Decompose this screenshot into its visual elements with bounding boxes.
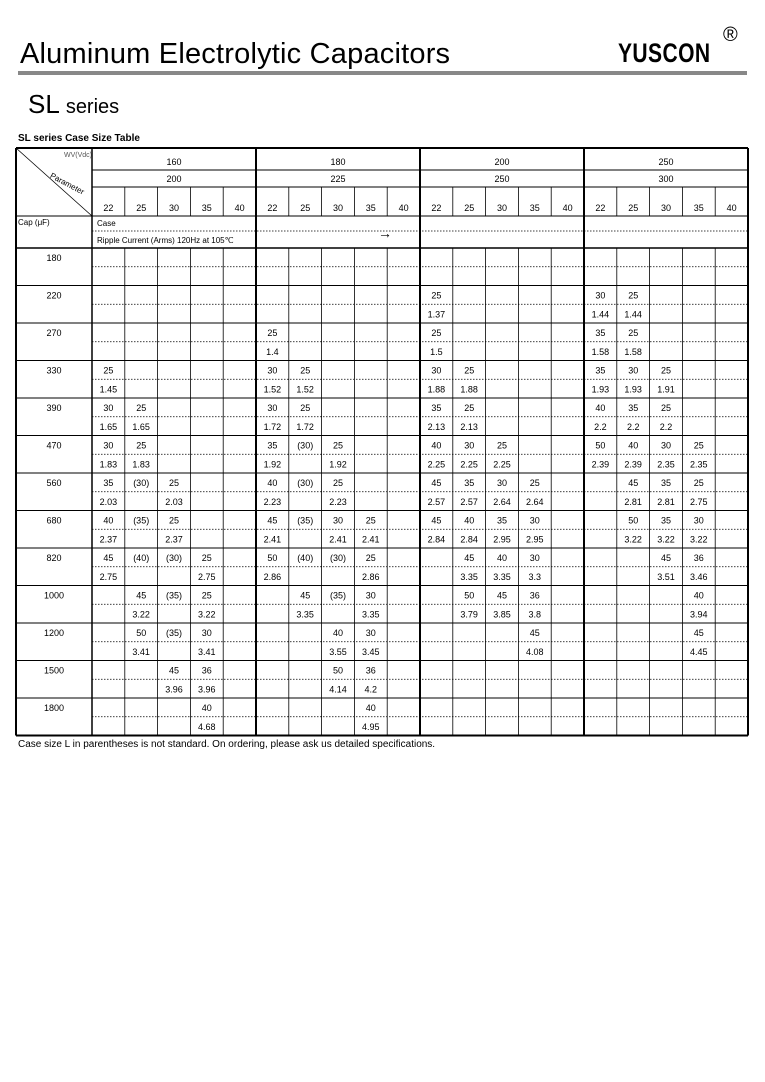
- case-size-value: 30: [267, 403, 278, 413]
- diameter-value: 35: [365, 203, 376, 213]
- ripple-current-value: 1.65: [99, 421, 118, 432]
- ripple-current-value: 3.45: [362, 646, 380, 657]
- case-size-value: (30): [297, 478, 314, 488]
- ripple-current-value: 2.37: [165, 534, 183, 545]
- case-size-value: 40: [693, 590, 704, 601]
- diameter-value: 25: [300, 203, 311, 213]
- ripple-current-value: 2.75: [690, 496, 708, 507]
- table-title: SL series Case Size Table: [18, 133, 140, 144]
- wv-value: 160: [166, 157, 182, 167]
- ripple-current-value: 2.13: [427, 421, 446, 432]
- case-size-value: 30: [496, 478, 508, 488]
- ripple-current-value: 2.25: [460, 459, 478, 470]
- ripple-current-value: 2.35: [657, 459, 675, 470]
- ripple-current-value: 2.03: [165, 496, 183, 507]
- ripple-current-value: 1.44: [591, 309, 610, 320]
- diameter-value: 30: [168, 203, 180, 213]
- case-size-value: (35): [297, 515, 314, 526]
- ripple-current-value: 2.86: [263, 571, 282, 582]
- ripple-current-value: 4.2: [364, 684, 378, 695]
- ripple-current-value: 3.55: [329, 646, 347, 657]
- case-size-value: 45: [693, 628, 704, 638]
- case-size-value: 30: [660, 440, 672, 451]
- cap-value: 470: [46, 440, 62, 451]
- case-size-value: 45: [431, 515, 442, 526]
- ripple-current-value: 3.35: [296, 609, 314, 620]
- wv-value: 200: [494, 157, 510, 167]
- series-code: SL: [28, 89, 60, 119]
- diameter-value: 35: [529, 203, 540, 213]
- cap-value: 560: [46, 478, 62, 488]
- case-size-value: 25: [332, 478, 344, 488]
- case-size-value: 45: [103, 553, 114, 563]
- case-size-value: (35): [133, 515, 150, 526]
- ripple-current-value: 2.03: [99, 496, 118, 507]
- case-size-value: 30: [529, 553, 540, 563]
- diameter-value: 22: [267, 203, 278, 213]
- diameter-value: 40: [398, 203, 409, 213]
- ripple-current-value: 1.65: [132, 421, 150, 432]
- ripple-current-value: 1.52: [296, 384, 314, 395]
- ripple-current-value: 4.45: [690, 646, 708, 657]
- case-size-value: 40: [267, 478, 278, 488]
- ripple-current-value: 1.83: [99, 459, 118, 470]
- ripple-current-value: 1.45: [99, 384, 118, 395]
- ripple-current-value: 4.08: [526, 646, 544, 657]
- cap-value: 220: [46, 290, 62, 301]
- case-size-value: 35: [464, 478, 475, 488]
- ripple-current-value: 2.2: [659, 421, 673, 432]
- case-size-value: (35): [329, 590, 347, 601]
- diameter-value: 30: [496, 203, 508, 213]
- ripple-current-value: 2.13: [460, 421, 478, 432]
- case-size-value: 25: [267, 328, 278, 338]
- case-size-value: 30: [628, 365, 639, 376]
- case-size-value: 25: [693, 478, 704, 488]
- case-size-value: 50: [595, 440, 606, 451]
- case-size-value: 50: [464, 590, 475, 601]
- diameter-value: 25: [136, 203, 147, 213]
- case-size-value: 25: [103, 365, 114, 376]
- ripple-current-value: 2.64: [493, 496, 511, 507]
- ripple-current-value: 1.58: [624, 346, 642, 357]
- case-size-value: 45: [496, 590, 508, 601]
- case-size-value: 25: [660, 365, 672, 376]
- wv-value: 180: [330, 157, 346, 167]
- corner-parameter-label: Parameter: [48, 171, 86, 197]
- case-size-value: 35: [431, 403, 442, 413]
- case-size-value: 35: [595, 365, 606, 376]
- sv-value: 225: [330, 174, 346, 184]
- ripple-current-value: 3.22: [690, 534, 708, 545]
- cap-value: 330: [46, 365, 62, 376]
- case-size-value: 25: [365, 515, 376, 526]
- case-size-value: (40): [133, 553, 150, 563]
- ripple-current-value: 1.37: [427, 309, 446, 320]
- ripple-current-value: 2.23: [263, 496, 282, 507]
- case-size-value: 50: [136, 628, 147, 638]
- case-size-value: 35: [660, 478, 672, 488]
- case-size-value: 30: [103, 440, 114, 451]
- ripple-current-value: 2.35: [690, 459, 708, 470]
- ripple-current-value: 3.41: [132, 646, 150, 657]
- ripple-current-value: 3.35: [460, 571, 478, 582]
- ripple-current-value: 1.91: [657, 384, 675, 395]
- case-size-value: 25: [431, 290, 442, 301]
- ripple-current-value: 3.8: [528, 609, 542, 620]
- ripple-current-value: 4.68: [198, 721, 216, 732]
- ripple-current-value: 2.41: [362, 534, 380, 545]
- ripple-current-value: 3.94: [690, 609, 708, 620]
- ripple-current-value: 2.84: [427, 534, 446, 545]
- diameter-value: 30: [660, 203, 672, 213]
- ripple-current-value: 1.5: [430, 346, 443, 357]
- ripple-current-value: 3.22: [198, 609, 216, 620]
- ripple-current-value: 1.44: [624, 309, 642, 320]
- case-size-value: 35: [595, 328, 606, 338]
- ripple-current-value: 2.75: [99, 571, 118, 582]
- case-size-value: 25: [300, 403, 311, 413]
- case-size-value: 25: [201, 553, 212, 563]
- case-size-value: 45: [431, 478, 442, 488]
- cap-value: 1500: [43, 665, 65, 676]
- case-size-value: 40: [496, 553, 508, 563]
- case-size-value: 45: [660, 553, 672, 563]
- ripple-current-value: 2.57: [427, 496, 446, 507]
- case-size-value: 45: [300, 590, 311, 601]
- case-size-value: 35: [660, 515, 672, 526]
- diameter-value: 22: [431, 203, 442, 213]
- case-size-value: 25: [300, 365, 311, 376]
- case-size-value: 25: [332, 440, 344, 451]
- case-size-value: 36: [693, 553, 704, 563]
- case-size-value: 35: [496, 515, 508, 526]
- ripple-current-value: 3.79: [460, 609, 478, 620]
- ripple-current-value: 1.88: [427, 384, 446, 395]
- diameter-value: 40: [562, 203, 573, 213]
- ripple-current-value: 1.58: [591, 346, 610, 357]
- ripple-current-value: 4.14: [329, 684, 347, 695]
- ripple-current-value: 3.22: [657, 534, 675, 545]
- ripple-current-value: 2.84: [460, 534, 478, 545]
- ripple-current-value: 3.46: [690, 571, 708, 582]
- ripple-current-value: 2.64: [526, 496, 544, 507]
- case-size-value: 30: [267, 365, 278, 376]
- ripple-current-value: 3.35: [362, 609, 380, 620]
- case-size-value: 40: [431, 440, 442, 451]
- case-size-value: (35): [165, 590, 183, 601]
- case-size-value: 25: [168, 478, 180, 488]
- case-size-value: 50: [267, 553, 278, 563]
- ripple-current-value: 2.2: [626, 421, 640, 432]
- case-size-value: 25: [693, 440, 704, 451]
- diameter-value: 25: [464, 203, 475, 213]
- case-size-value: (30): [165, 553, 183, 563]
- case-size-value: 30: [693, 515, 704, 526]
- ripple-current-value: 2.81: [657, 496, 675, 507]
- case-size-value: 35: [267, 440, 278, 451]
- ripple-current-value: 3.22: [624, 534, 642, 545]
- case-size-value: 25: [496, 440, 508, 451]
- case-size-value: 25: [201, 590, 212, 601]
- case-size-value: 30: [431, 365, 442, 376]
- ripple-current-value: 1.4: [266, 346, 279, 357]
- ripple-current-value: 2.41: [263, 534, 282, 545]
- diameter-value: 25: [628, 203, 639, 213]
- case-size-value: 30: [365, 590, 376, 601]
- case-size-value: 30: [529, 515, 540, 526]
- diameter-value: 22: [103, 203, 114, 213]
- ripple-current-value: 2.25: [427, 459, 446, 470]
- diameter-value: 30: [332, 203, 344, 213]
- cap-value: 270: [46, 328, 62, 338]
- ripple-current-value: 3.96: [165, 684, 183, 695]
- case-size-value: 50: [332, 665, 344, 676]
- ripple-current-value: 1.72: [296, 421, 314, 432]
- ripple-current-value: 2.2: [594, 421, 607, 432]
- case-size-value: (35): [165, 628, 183, 638]
- case-legend-label: Case: [97, 219, 116, 228]
- case-size-value: (40): [297, 553, 314, 563]
- ripple-current-value: 2.86: [362, 571, 380, 582]
- ripple-current-value: 2.39: [591, 459, 610, 470]
- case-size-value: 25: [628, 328, 639, 338]
- case-size-value: 30: [201, 628, 212, 638]
- ripple-current-value: 1.88: [460, 384, 478, 395]
- case-size-value: 50: [628, 515, 639, 526]
- series-word: series: [65, 96, 120, 118]
- ripple-current-value: 4.95: [362, 721, 380, 732]
- case-size-value: 36: [201, 665, 212, 676]
- ripple-current-value: 2.23: [329, 496, 347, 507]
- case-size-value: 25: [168, 515, 180, 526]
- cap-value: 680: [46, 515, 62, 526]
- ripple-current-value: 2.75: [198, 571, 216, 582]
- case-size-value: 25: [628, 290, 639, 301]
- case-size-value: 40: [201, 703, 212, 713]
- diameter-value: 35: [693, 203, 704, 213]
- ripple-current-value: 2.81: [624, 496, 642, 507]
- diameter-value: 40: [234, 203, 245, 213]
- case-size-value: 25: [464, 403, 475, 413]
- case-size-value: 30: [332, 515, 344, 526]
- ripple-current-value: 3.85: [493, 609, 511, 620]
- cap-value: 1000: [43, 590, 65, 601]
- case-size-value: 25: [464, 365, 475, 376]
- ripple-current-value: 2.25: [493, 459, 511, 470]
- ripple-current-value: 2.95: [493, 534, 511, 545]
- case-size-value: 25: [136, 440, 147, 451]
- sv-value: 200: [166, 174, 182, 184]
- ripple-current-value: 2.37: [99, 534, 118, 545]
- cap-value: 1800: [43, 703, 65, 713]
- case-size-value: 45: [628, 478, 639, 488]
- case-size-value: 40: [332, 628, 344, 638]
- case-size-value: 45: [529, 628, 540, 638]
- case-size-value: 25: [431, 328, 442, 338]
- ripple-current-value: 3.41: [198, 646, 216, 657]
- brand-logo: YUSCON: [618, 38, 711, 68]
- case-size-value: (30): [133, 478, 150, 488]
- ripple-current-value: 1.93: [624, 384, 642, 395]
- ripple-current-value: 3.51: [657, 571, 675, 582]
- ripple-current-value: 1.52: [263, 384, 282, 395]
- ripple-current-value: 1.93: [591, 384, 610, 395]
- case-size-value: 36: [365, 665, 376, 676]
- ripple-current-value: 2.95: [526, 534, 544, 545]
- cap-value: 820: [46, 553, 62, 563]
- wv-value: 250: [658, 157, 674, 167]
- diameter-value: 40: [726, 203, 737, 213]
- case-size-value: 45: [464, 553, 475, 563]
- diameter-value: 22: [595, 203, 606, 213]
- case-size-value: 40: [365, 703, 376, 713]
- ripple-current-value: 2.41: [329, 534, 347, 545]
- ripple-legend-label: Ripple Current (Arms) 120Hz at 105℃: [97, 236, 234, 245]
- cap-value: 390: [46, 403, 62, 413]
- ripple-current-value: 1.83: [132, 459, 150, 470]
- case-size-value: 25: [365, 553, 376, 563]
- case-size-value: 45: [168, 665, 180, 676]
- document-title: Aluminum Electrolytic Capacitors: [20, 38, 451, 70]
- corner-wv-label: WV(Vdc): [64, 152, 92, 159]
- case-size-value: 40: [103, 515, 114, 526]
- ripple-current-value: 3.35: [493, 571, 511, 582]
- case-size-value: 35: [628, 403, 639, 413]
- case-size-value: 25: [660, 403, 672, 413]
- case-size-value: 30: [365, 628, 376, 638]
- cap-value: 180: [46, 253, 62, 263]
- ripple-current-value: 1.92: [329, 459, 347, 470]
- cap-header-label: Cap (μF): [18, 218, 50, 227]
- ripple-current-value: 1.72: [263, 421, 282, 432]
- case-size-value: 35: [103, 478, 114, 488]
- cap-value: 1200: [43, 628, 65, 638]
- case-size-value: 25: [136, 403, 147, 413]
- ripple-current-value: 3.22: [132, 609, 150, 620]
- case-size-value: 30: [103, 403, 114, 413]
- case-size-value: 40: [628, 440, 639, 451]
- table-footnote: Case size L in parentheses is not standard. On ordering, please ask us detailed specifications.: [18, 739, 436, 750]
- ripple-current-value: 2.57: [460, 496, 478, 507]
- diameter-value: 35: [201, 203, 212, 213]
- legend-arrow: →: [378, 225, 392, 241]
- sv-value: 300: [658, 174, 674, 184]
- case-size-value: 40: [464, 515, 475, 526]
- case-size-value: (30): [297, 440, 314, 451]
- ripple-current-value: 1.92: [263, 459, 282, 470]
- ripple-current-value: 2.39: [624, 459, 642, 470]
- registered-mark: ®: [723, 24, 738, 46]
- case-size-value: 30: [464, 440, 475, 451]
- case-size-value: 30: [595, 290, 606, 301]
- case-size-value: 45: [136, 590, 147, 601]
- ripple-current-value: 3.96: [198, 684, 216, 695]
- case-size-value: 40: [595, 403, 606, 413]
- case-size-value: 36: [529, 590, 540, 601]
- sv-value: 250: [494, 174, 510, 184]
- ripple-current-value: 3.3: [528, 571, 542, 582]
- case-size-value: 45: [267, 515, 278, 526]
- case-size-value: 25: [529, 478, 540, 488]
- case-size-value: (30): [329, 553, 347, 563]
